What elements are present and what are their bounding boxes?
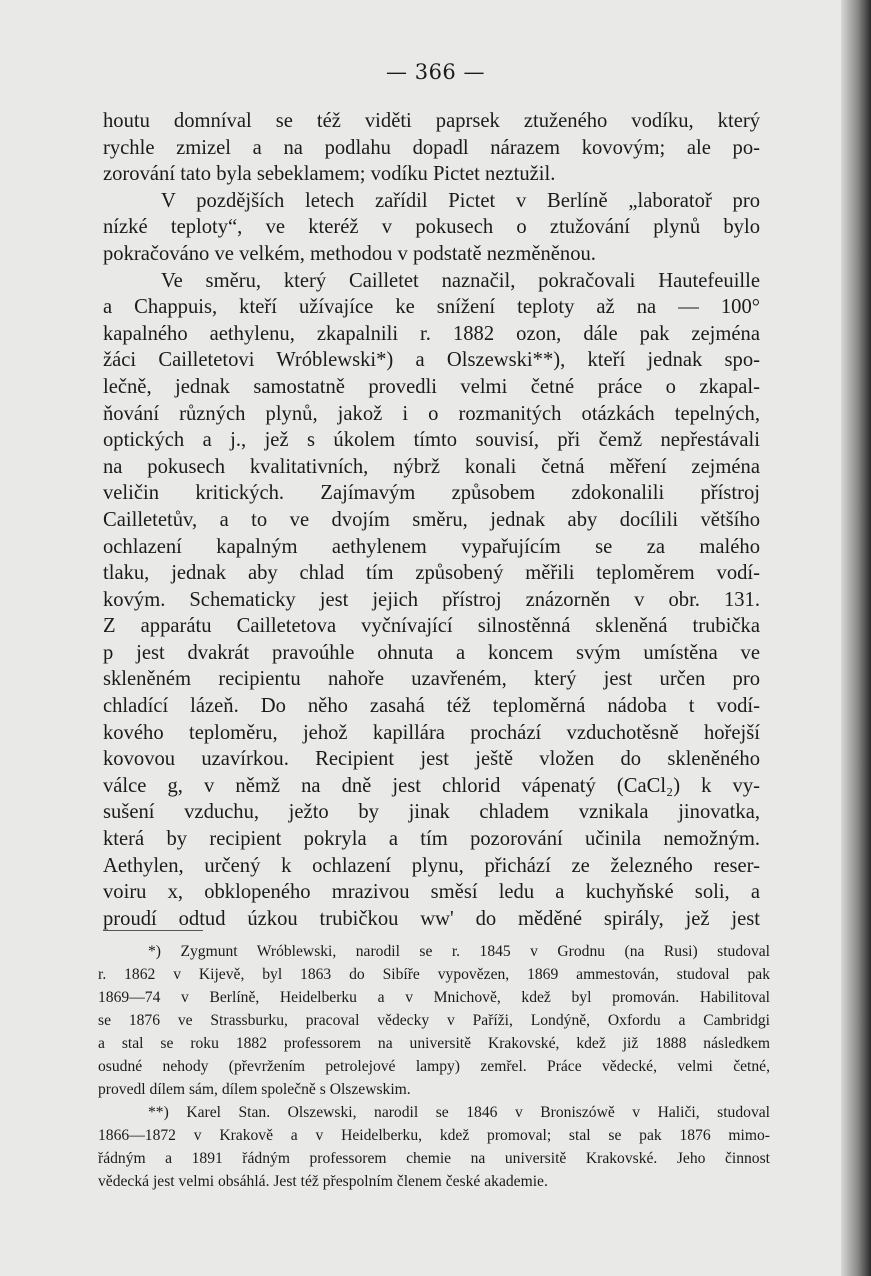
text-line: válce g, v němž na dně jest chlorid vápenatý (CaCl₂) k vy-	[103, 774, 760, 797]
text-line: zorování tato byla sebeklamem; vodíku Pictet neztužil.	[103, 163, 556, 186]
text-line: která by recipient pokryla a tím pozorování učinila nemožným.	[103, 828, 760, 851]
text-line: pokračováno ve velkém, methodou v podstatě nezměněnou.	[103, 242, 596, 265]
text-line: kovovou uzavírkou. Recipient jest ještě vložen do skleněného	[103, 748, 760, 771]
text-line: sušení vzduchu, ježto by jinak chladem vznikala jinovatka,	[103, 801, 760, 824]
text-line: V pozdějších letech zařídil Pictet v Berlíně „laboratoř pro	[161, 189, 760, 212]
text-line: voiru x, obklopeného mrazivou směsí ledu a kuchyňské soli, a	[103, 881, 760, 904]
footnote-line: řádným a 1891 řádným professorem chemie na universitě Krakovské. Jeho činnost	[98, 1150, 770, 1167]
text-line: optických a j., jež s úkolem tímto souvisí, při čemž nepřestávali	[103, 429, 760, 452]
text-line: skleněném recipientu nahoře uzavřeném, který jest určen pro	[103, 668, 760, 691]
footnotes	[98, 940, 770, 1193]
footnote-line: 1866—1872 v Krakově a v Heidelberku, kdež promoval; stal se pak 1876 mimo-	[98, 1127, 770, 1144]
text-line: proudí odtud úzkou trubičkou ww' do měděné spirály, jež jest	[103, 907, 760, 930]
footnote-line: **) Karel Stan. Olszewski, narodil se 1846 v Broniszówě v Haliči, studoval	[148, 1104, 770, 1121]
footnote-line: r. 1862 v Kijevě, byl 1863 do Sibíře vypovězen, 1869 ammestován, studoval pak	[98, 966, 770, 983]
text-line: a Chappuis, kteří užívajíce ke snížení teploty až na — 100°	[103, 296, 760, 319]
text-line: Ve směru, který Cailletet naznačil, pokračovali Hautefeuille	[161, 269, 760, 292]
text-line: houtu domníval se též viděti paprsek ztuženého vodíku, který	[103, 110, 760, 132]
text-line: tlaku, jednak aby chlad tím způsobený měřili teploměrem vodí-	[103, 562, 760, 585]
text-line: chladící lázeň. Do něho zasahá též teploměrná nádoba t vodí-	[103, 695, 760, 718]
text-line: Aethylen, určený k ochlazení plynu, přichází ze železného reser-	[103, 854, 760, 877]
text-line: veličin kritických. Zajímavým způsobem zdokonalili přístroj	[103, 482, 760, 505]
text-line: kapalného aethylenu, zkapalnili r. 1882 ozon, dále pak zejména	[103, 322, 760, 345]
text-line: nízké teploty“, ve kteréž v pokusech o ztužování plynů bylo	[103, 216, 760, 239]
text-line: kového teploměru, jehož kapillára prochází vzduchotěsně hořejší	[103, 721, 760, 744]
footnote-line: 1869—74 v Berlíně, Heidelberku a v Mnichově, kdež byl promován. Habilitoval	[98, 989, 770, 1006]
text-line: na pokusech kvalitativních, nýbrž konali četná měření zejména	[103, 455, 760, 478]
text-line: žáci Cailletetovi Wróblewski*) a Olszewski**), kteří jednak spo-	[103, 349, 760, 372]
page-number: — 366 —	[386, 60, 485, 84]
text-line: ňování různých plynů, jakož i o rozmanitých otázkách tepelných,	[103, 402, 760, 425]
body-text	[103, 108, 760, 932]
footnote-line: provedl dílem sám, dílem společně s Olszewskim.	[98, 1081, 411, 1098]
text-line: Z apparátu Cailletetova vyčnívající silnostěnná skleněná trubička	[103, 615, 760, 638]
footnote-line: se 1876 ve Strassburku, pracoval vědecky v Paříži, Londýně, Oxfordu a Cambridgi	[98, 1012, 770, 1029]
text-line: ochlazení kapalným aethylenem vypařujícím se za malého	[103, 535, 760, 558]
footnote-line: *) Zygmunt Wróblewski, narodil se r. 1845 v Grodnu (na Rusi) studoval	[148, 943, 770, 960]
footnote-line: osudné nehody (převržením petrolejové lampy) zemřel. Práce vědecké, velmi četné,	[98, 1058, 770, 1075]
footnote-line: vědecká jest velmi obsáhlá. Jest též přespolním členem české akademie.	[98, 1173, 548, 1190]
text-line: kovým. Schematicky jest jejich přístroj znázorněn v obr. 131.	[103, 588, 760, 611]
text-line: Cailletetův, a to ve dvojím směru, jednak aby docílili většího	[103, 508, 760, 531]
text-line: rychle zmizel a na podlahu dopadl nárazem kovovým; ale po-	[103, 136, 760, 159]
text-line: p jest dvakrát pravoúhle ohnuta a koncem svým umístěna ve	[103, 641, 760, 664]
page-edge-shadow	[841, 0, 871, 1276]
footnote-divider	[103, 930, 203, 931]
text-line: lečně, jednak samostatně provedli velmi četné práce o zkapal-	[103, 375, 760, 398]
footnote-line: a stal se roku 1882 professorem na universitě Krakovské, kdež již 1888 následkem	[98, 1035, 770, 1052]
